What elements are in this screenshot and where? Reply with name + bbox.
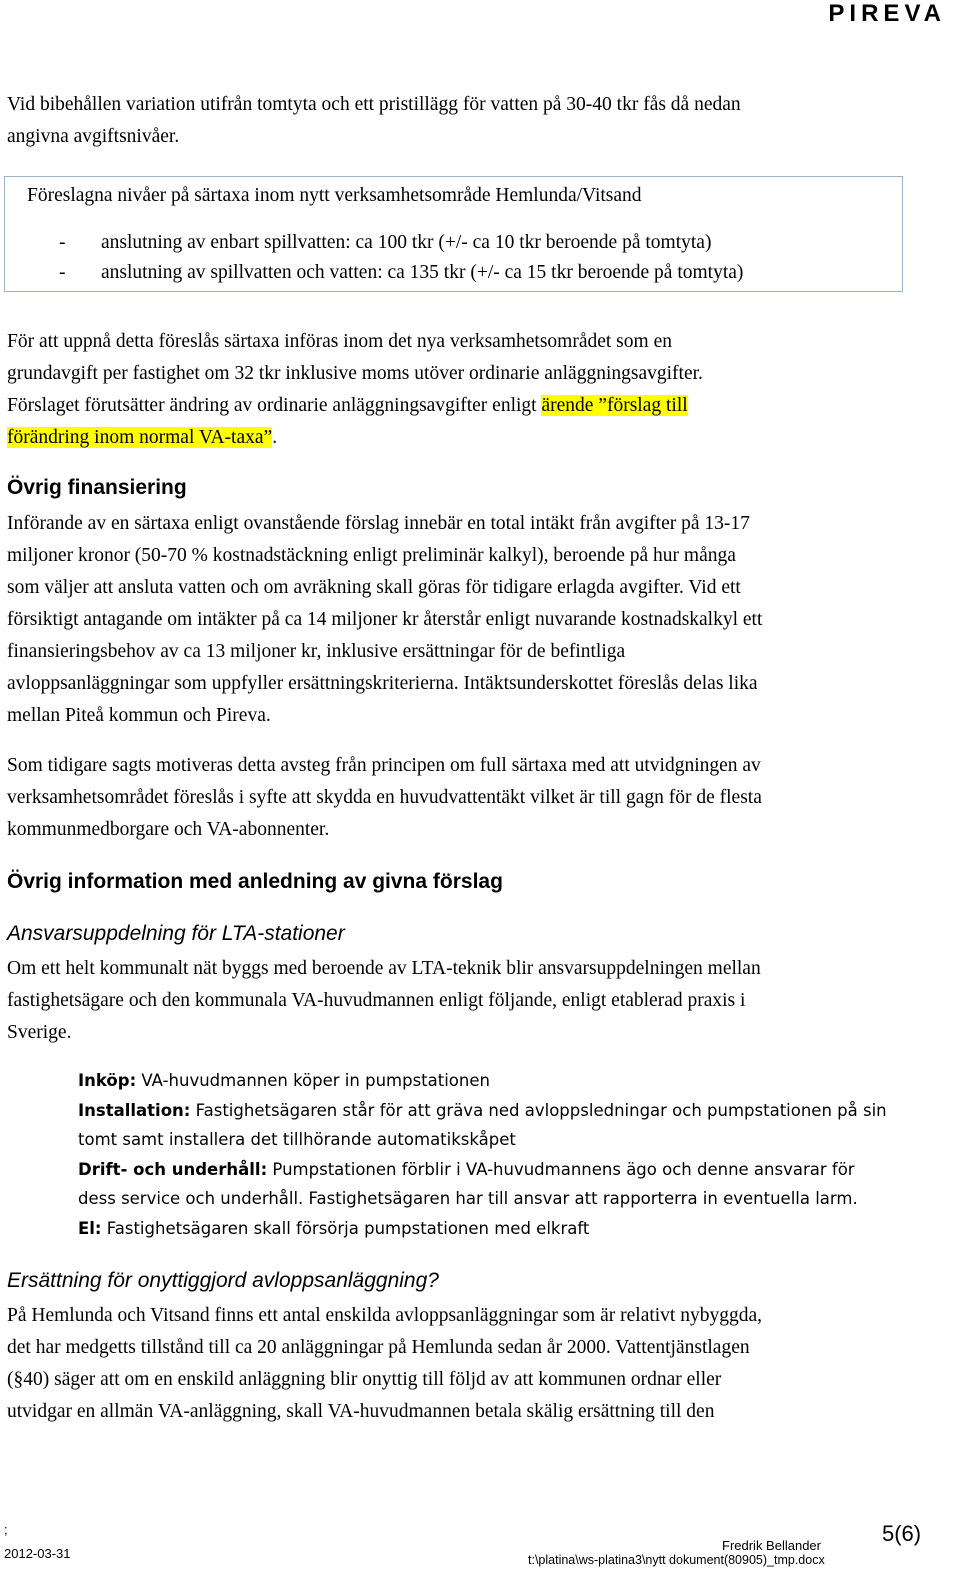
company-logo: PIREVA bbox=[828, 0, 946, 27]
fee-line-2: grundavgift per fastighet om 32 tkr inklusive moms utöver ordinarie anläggningsavgifter. bbox=[7, 363, 703, 384]
text-line: försiktigt antagande om intäkter på ca 14 miljoner kr återstår enligt nuvarande kostnadskalkyl ett bbox=[7, 609, 763, 630]
text-line: avloppsanläggningar som uppfyller ersättningskriterierna. Intäktsunderskottet föreslås delas lika bbox=[7, 673, 758, 694]
proposal-box bbox=[4, 176, 903, 292]
text-line: Sverige. bbox=[7, 1022, 72, 1043]
responsibility-label: El: bbox=[78, 1218, 102, 1238]
responsibility-item bbox=[78, 1184, 938, 1214]
text-line: finansieringsbehov av ca 13 miljoner kr, inklusive ersättningar för de befintliga bbox=[7, 641, 626, 662]
highlighted-reference: ärende ”förslag till bbox=[541, 395, 688, 416]
fee-line-3 bbox=[7, 390, 947, 422]
text-line: På Hemlunda och Vitsand finns ett antal enskilda avloppsanläggningar som är relativt nybyggda, bbox=[7, 1305, 763, 1326]
text-line: fastighetsägare och den kommunala VA-huvudmannen enligt följande, enligt etablerad praxis i bbox=[7, 990, 746, 1011]
text-line: miljoner kronor (50-70 % kostnadstäckning enligt preliminär kalkyl), beroende på hur många bbox=[7, 545, 736, 566]
text-line: Om ett helt kommunalt nät byggs med beroende av LTA-teknik blir ansvarsuppdelningen mellan bbox=[7, 958, 761, 979]
subheading-lta: Ansvarsuppdelning för LTA-stationer bbox=[7, 922, 345, 945]
responsibility-label: Installation: bbox=[78, 1100, 191, 1120]
text-line: verksamhetsområdet föreslås i syfte att skydda en huvudvattentäkt vilket är till gagn för de flesta bbox=[7, 787, 762, 808]
lta-paragraph bbox=[7, 953, 947, 1049]
fee-line-1: För att uppnå detta föreslås särtaxa införas inom det nya verksamhetsområdet som en bbox=[7, 331, 672, 352]
fee-line-4-end: . bbox=[272, 427, 278, 448]
responsibility-text: Fastighetsägaren skall försörja pumpstationen med elkraft bbox=[101, 1218, 590, 1238]
proposal-box-title: Föreslagna nivåer på särtaxa inom nytt verksamhetsområde Hemlunda/Vitsand bbox=[27, 185, 642, 206]
footer-date: 2012-03-31 bbox=[4, 1546, 71, 1561]
responsibility-item bbox=[78, 1214, 938, 1244]
responsibility-item bbox=[78, 1155, 938, 1185]
bullet-text: anslutning av spillvatten och vatten: ca 135 tkr (+/- ca 15 tkr beroende på tomtyta) bbox=[101, 262, 744, 283]
text-line: Som tidigare sagts motiveras detta avsteg från principen om full särtaxa med att utvidgningen av bbox=[7, 755, 761, 776]
responsibility-label: Drift- och underhåll: bbox=[78, 1159, 268, 1179]
page-number: 5(6) bbox=[882, 1521, 922, 1546]
text-line: (§40) säger att om en enskild anläggning blir onyttig till följd av att kommunen ordnar eller bbox=[7, 1369, 722, 1390]
heading-financing: Övrig finansiering bbox=[7, 476, 187, 499]
text-line: som väljer att ansluta vatten och om avräkning skall göras för tidigare erlagda avgifter. Vid ett bbox=[7, 577, 741, 598]
footer-file-path: t:\platina\ws-platina3\nytt dokument(80905)_tmp.docx bbox=[528, 1553, 825, 1567]
text-line: mellan Piteå kommun och Pireva. bbox=[7, 705, 271, 726]
responsibility-list bbox=[78, 1066, 938, 1243]
motivation-paragraph bbox=[7, 750, 947, 846]
intro-paragraph bbox=[7, 89, 947, 153]
compensation-paragraph bbox=[7, 1300, 947, 1428]
intro-line-1: Vid bibehållen variation utifrån tomtyta och ett pristillägg för vatten på 30-40 tkr fås då nedan bbox=[7, 94, 741, 115]
proposal-bullet bbox=[59, 262, 743, 284]
text-line: kommunmedborgare och VA-abonnenter. bbox=[7, 819, 330, 840]
heading-information: Övrig information med anledning av givna förslag bbox=[7, 870, 503, 893]
fee-paragraph bbox=[7, 326, 947, 454]
bullet-dash: - bbox=[59, 262, 66, 283]
responsibility-item bbox=[78, 1066, 938, 1096]
responsibility-text: tomt samt installera det tillhörande automatikskåpet bbox=[78, 1130, 516, 1149]
responsibility-text: VA-huvudmannen köper in pumpstationen bbox=[136, 1071, 490, 1090]
footer-author: Fredrik Bellander bbox=[722, 1538, 821, 1553]
highlighted-reference: förändring inom normal VA-taxa” bbox=[7, 427, 273, 448]
bullet-dash: - bbox=[59, 232, 66, 253]
responsibility-text: Pumpstationen förblir i VA-huvudmannens ägo och denne ansvarar för bbox=[267, 1159, 855, 1179]
footer-mark: ; bbox=[4, 1522, 8, 1537]
financing-paragraph bbox=[7, 508, 947, 732]
responsibility-text: dess service och underhåll. Fastighetsägaren har till ansvar att rapporterra in eventuella larm. bbox=[78, 1189, 858, 1208]
subheading-compensation: Ersättning för onyttiggjord avloppsanläggning? bbox=[7, 1269, 439, 1292]
responsibility-text: Fastighetsägaren står för att gräva ned avloppsledningar och pumpstationen på sin bbox=[190, 1100, 887, 1120]
fee-line-3-text: Förslaget förutsätter ändring av ordinarie anläggningsavgifter enligt bbox=[7, 395, 542, 416]
text-line: utvidgar en allmän VA-anläggning, skall VA-huvudmannen betala skälig ersättning till den bbox=[7, 1401, 715, 1422]
text-line: Införande av en särtaxa enligt ovanstående förslag innebär en total intäkt från avgifter på 13-17 bbox=[7, 513, 750, 534]
responsibility-item bbox=[78, 1125, 938, 1155]
text-line: det har medgetts tillstånd till ca 20 anläggningar på Hemlunda sedan år 2000. Vattentjänstlagen bbox=[7, 1337, 750, 1358]
intro-line-2: angivna avgiftsnivåer. bbox=[7, 126, 180, 147]
responsibility-label: Inköp: bbox=[78, 1071, 137, 1090]
fee-line-4 bbox=[7, 422, 947, 454]
proposal-bullet bbox=[59, 232, 711, 254]
bullet-text: anslutning av enbart spillvatten: ca 100 tkr (+/- ca 10 tkr beroende på tomtyta) bbox=[101, 232, 712, 253]
responsibility-item bbox=[78, 1096, 938, 1126]
